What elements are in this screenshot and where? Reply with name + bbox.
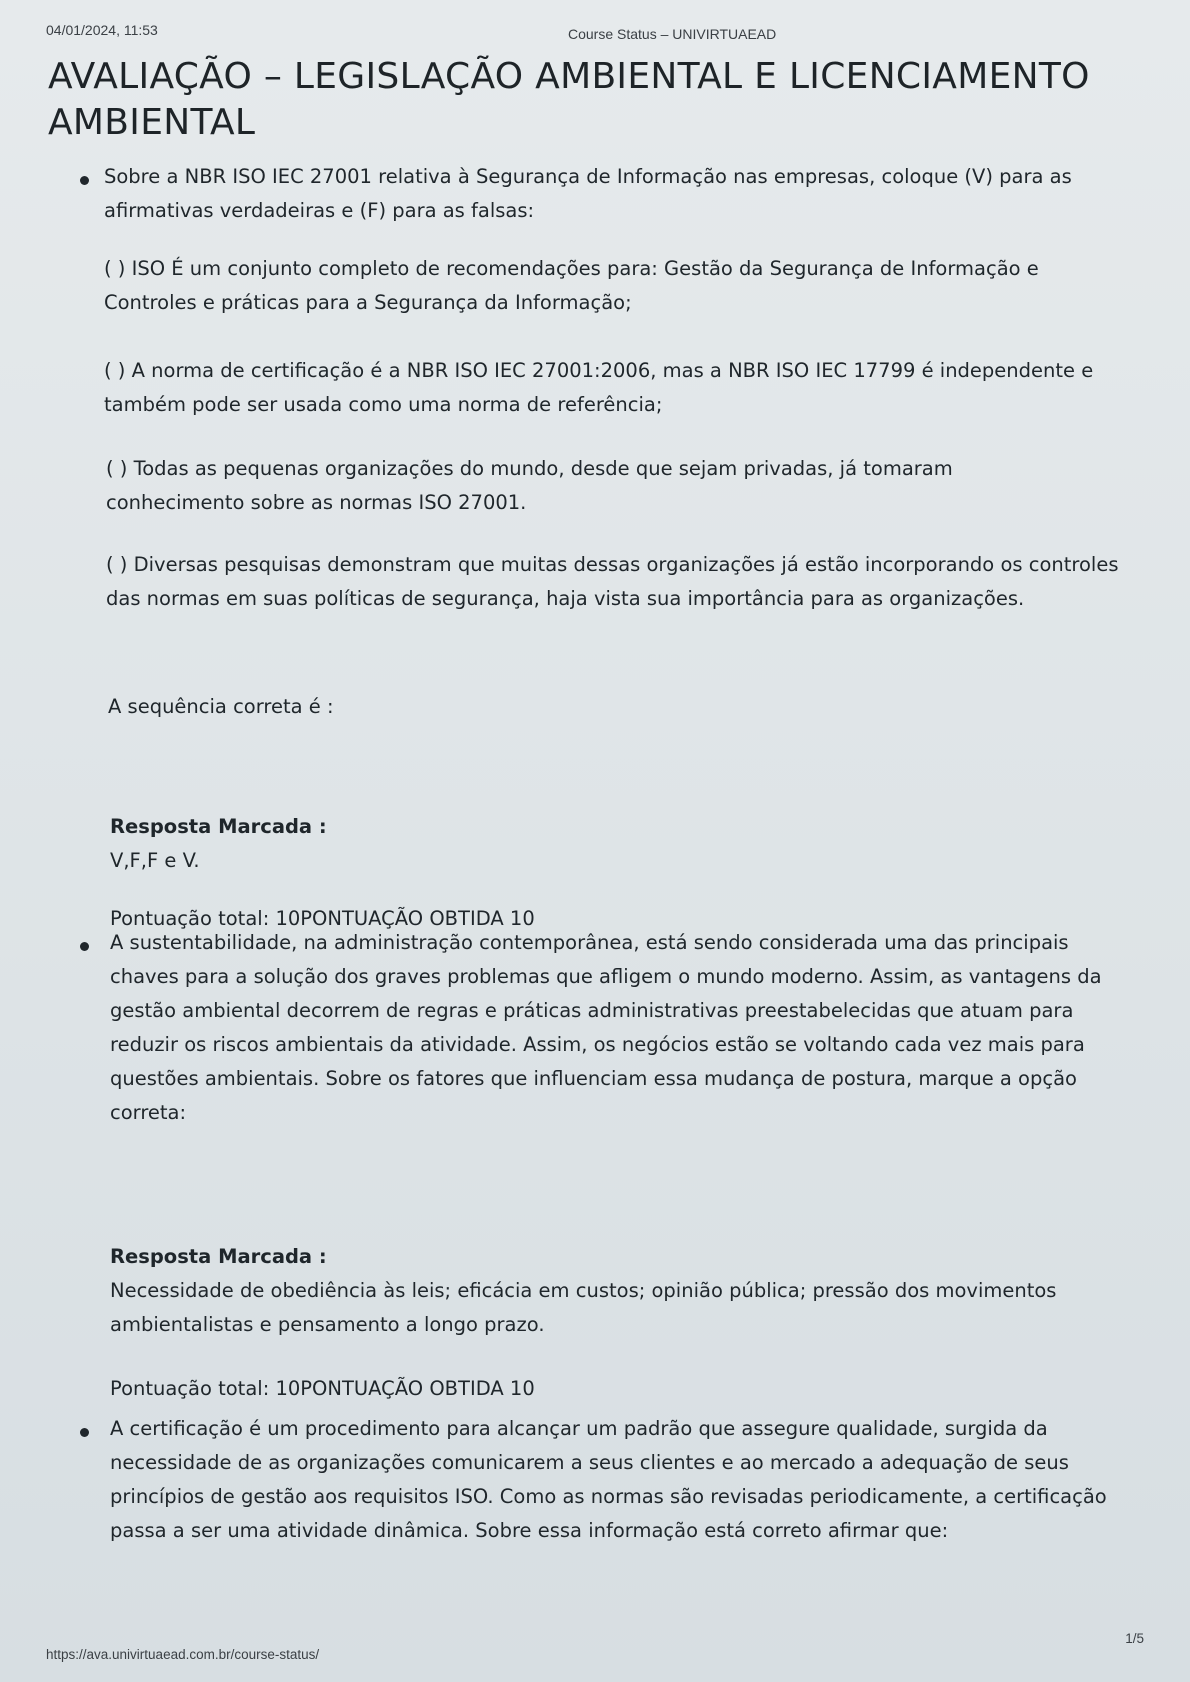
bullet-icon (80, 942, 89, 951)
question-statement: A certificação é um procedimento para alcançar um padrão que assegure qualidade, surgida da necessidade de as organizações comunicarem a seus clientes e ao mercado a adequação de seus princípios de gestão aos requisitos ISO. Como as normas são revisadas periodicamente, a certificação passa a ser uma atividade dinâmica. Sobre essa informação está correto afirmar que: (110, 1417, 1107, 1542)
page-number: 1/5 (1125, 1631, 1144, 1646)
answer-label: Resposta Marcada : (110, 815, 327, 838)
question-statement: Sobre a NBR ISO IEC 27001 relativa à Segurança de Informação nas empresas, coloque (V) para as afirmativas verdadeiras e (F) para as falsas: (104, 165, 1072, 222)
answer-label: Resposta Marcada : (110, 1245, 327, 1268)
answer-value: V,F,F e V. (110, 849, 200, 872)
print-page-title: Course Status – UNIVIRTUAEAD (568, 26, 777, 42)
print-date: 04/01/2024, 11:53 (46, 22, 158, 38)
statement-item-3: ( ) Todas as pequenas organizações do mundo, desde que sejam privadas, já tomaram conhecimento sobre as normas ISO 27001. (106, 457, 953, 514)
document-title: AVALIAÇÃO – LEGISLAÇÃO AMBIENTAL E LICENCIAMENTO AMBIENTAL (48, 56, 1090, 143)
answer-value: Necessidade de obediência às leis; eficácia em custos; opinião pública; pressão dos movimentos ambientalistas e pensamento a longo prazo. (110, 1279, 1057, 1336)
print-footer (46, 1632, 1144, 1662)
score-line: Pontuação total: 10PONTUAÇÃO OBTIDA 10 (110, 907, 535, 930)
statement-item-1: ( ) ISO É um conjunto completo de recomendações para: Gestão da Segurança de Informação e Controles e práticas para a Segurança da Informação; (104, 257, 1039, 314)
bullet-icon (80, 176, 89, 185)
statement-item-4: ( ) Diversas pesquisas demonstram que muitas dessas organizações já estão incorporando os controles das normas em suas políticas de segurança, haja vista sua importância para as organizações. (106, 553, 1119, 610)
page-url: https://ava.univirtuaead.com.br/course-status/ (46, 1647, 320, 1662)
question-statement: A sustentabilidade, na administração contemporânea, está sendo considerada uma das principais chaves para a solução dos graves problemas que afligem o mundo moderno. Assim, as vantagens da gestão ambiental decorrem de regras e práticas administrativas preestabelecidas que atuam para reduzir os riscos ambientais da atividade. Assim, os negócios estão se voltando cada vez mais para questões ambientais. Sobre os fatores que influenciam essa mudança de postura, marque a opção correta: (110, 931, 1102, 1124)
statement-item-2: ( ) A norma de certificação é a NBR ISO IEC 27001:2006, mas a NBR ISO IEC 17799 é independente e também pode ser usada como uma norma de referência; (104, 359, 1094, 416)
sequence-prompt: A sequência correta é : (108, 695, 334, 718)
bullet-icon (80, 1428, 89, 1437)
score-line: Pontuação total: 10PONTUAÇÃO OBTIDA 10 (110, 1377, 535, 1400)
print-header (46, 22, 1150, 42)
